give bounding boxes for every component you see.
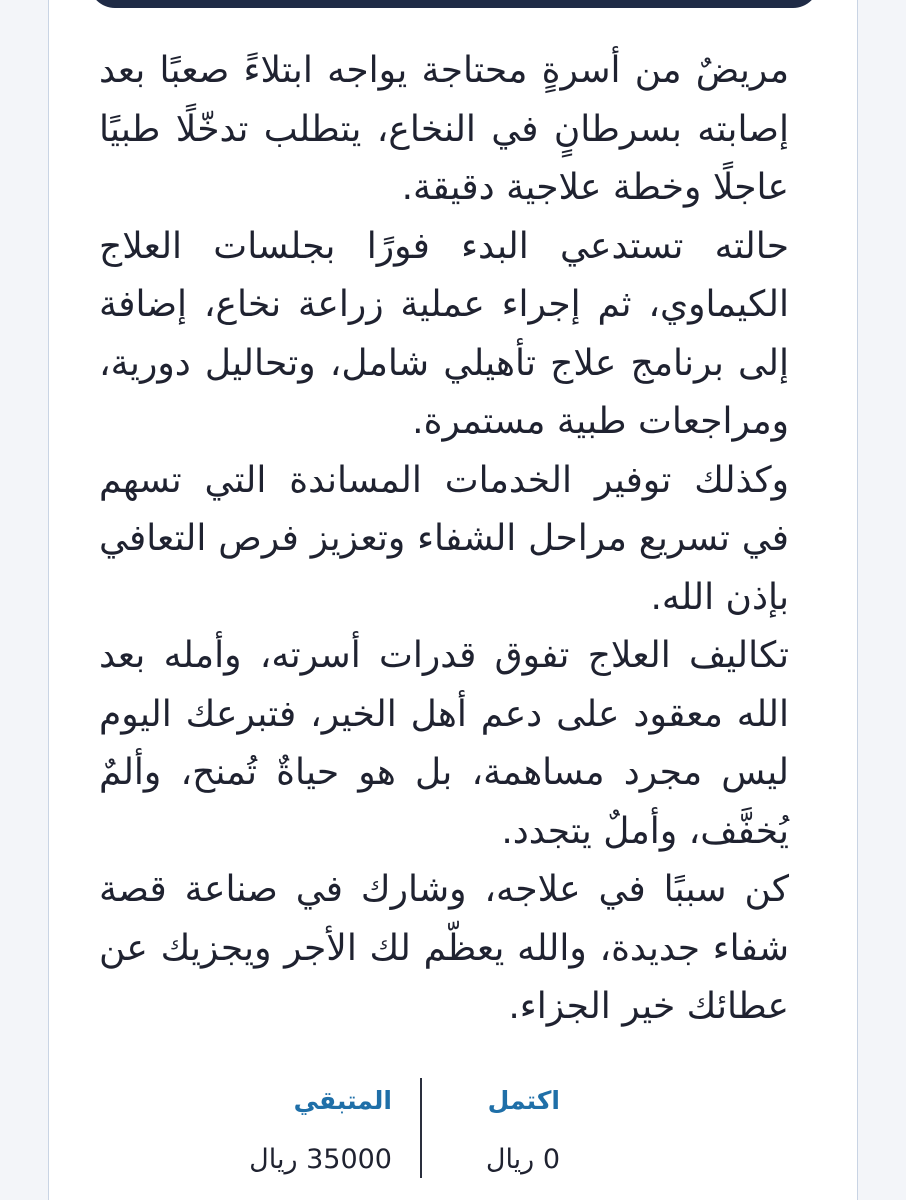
campaign-card <box>48 0 858 1200</box>
description-paragraph: تكاليف العلاج تفوق قدرات أسرته، وأمله بعد الله معقود على دعم أهل الخير، فتبرعك اليوم ليس مجرد مساهمة، بل هو حياةٌ تُمنح، وألمٌ يُخفَّف، وأملٌ يتجدد. <box>99 635 789 852</box>
description-paragraph: حالته تستدعي البدء فورًا بجلسات العلاج الكيماوي، ثم إجراء عملية زراعة نخاع، إضافة إلى برنامج علاج تأهيلي شامل، وتحاليل دورية، ومراجعات طبية مستمرة. <box>99 225 789 442</box>
card-header-bar <box>89 0 819 8</box>
completed-label: اكتمل <box>487 1086 560 1115</box>
donation-stats <box>0 1070 906 1180</box>
remaining-label: المتبقي <box>293 1086 392 1115</box>
remaining-amount: 35000 ريال <box>249 1144 392 1175</box>
description-paragraph: وكذلك توفير الخدمات المساندة التي تسهم في تسريع مراحل الشفاء وتعزيز فرص التعافي بإذن الله. <box>99 459 789 618</box>
stats-divider <box>420 1078 422 1178</box>
remaining-stat <box>172 1070 392 1178</box>
description-paragraph: مريضٌ من أسرةٍ محتاجة يواجه ابتلاءً صعبًا بعد إصابته بسرطانٍ في النخاع، يتطلب تدخّلًا طبيًا عاجلًا وخطة علاجية دقيقة. <box>99 50 789 208</box>
completed-amount: 0 ريال <box>485 1144 560 1175</box>
campaign-description <box>99 42 789 1037</box>
description-paragraph: كن سببًا في علاجه، وشارك في صناعة قصة شفاء جديدة، والله يعظّم لك الأجر ويجزيك عن عطائك خير الجزاء. <box>99 869 789 1027</box>
